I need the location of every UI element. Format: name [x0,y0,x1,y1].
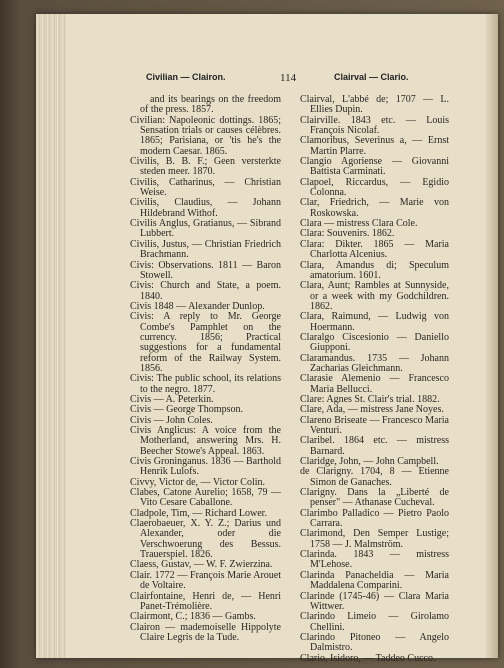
entry: Civis 1848 — Alexander Dunlop. [130,300,265,312]
entry: Clare: Agnes St. Clair's trial. 1882. [300,393,440,405]
entry: Clairmont, C.; 1836 — Gambs. [130,611,256,623]
entry: Clara, Aunt; Rambles at Sunnyside, or a week with my Godchildren. 1862. [300,280,449,312]
entry: Civilis, Claudius, — Johann Hildebrand Withof. [130,197,281,219]
entry: Civilis, B. B. F.; Geen versterkte steden meer. 1870. [130,156,281,178]
page-gutter [36,14,66,658]
entry: Claerobaeuer, X. Y. Z.; Darius und Alexander, oder die Verschwoerung des Bessus. Trauerspiel. 1826. [130,518,281,561]
entry: Civis: Church and State, a poem. 1840. [130,280,281,302]
running-header [0,72,504,88]
entry: Clara, Raimund, — Ludwig von Hoermann. [300,311,449,333]
entry: Civilis Anglus, Gratianus, — Sibrand Lubbert. [130,218,281,240]
entry: Clara: Dikter. 1865 — Maria Charlotta Alcenius. [300,238,449,261]
entry: Clareno Briseate — Francesco Maria Venturi. [300,414,449,436]
entry: Civis: Observations. 1811 — Baron Stowell. [130,259,281,281]
entry: Clarigny. Dans la „Liberté de penser" — Athanase Cucheval. [300,487,449,509]
entry: Clarimbo Palladico — Pietro Paolo Carrara. [300,507,449,530]
entry: Clarinda. 1843 — mistress M'Lehose. [300,549,449,571]
header-left: Civilian — Clairon. [146,72,226,82]
entry: Clapoel, Riccardus, — Egidio Colonna. [300,176,449,199]
entry: Clarinde (1745-46) — Clara Maria Wittwer. [300,590,449,612]
entry: de Clarigny. 1704, 8 — Etienne Simon de Ganaches. [300,466,449,488]
entry: Clare, Ada, — mistress Jane Noyes. [300,404,444,416]
entry: Civis — John Coles. [130,414,213,426]
entry: Claramandus. 1735 — Johann Zacharias Gleichmann. [300,352,449,374]
entry: Clarinda Panacheldia — Maria Maddalena Comparini. [300,569,449,592]
entry: Clara — mistress Clara Cole. [300,218,418,230]
entry: Cladpole, Tim, — Richard Lower. [130,507,267,519]
entry: Clarindo Pitoneo — Angelo Dalmistro. [300,631,449,654]
entry: Clarindo Limeio — Girolamo Chellini. [300,611,449,633]
entry: and its bearings on the freedom of the press. 1857. [140,94,281,116]
right-column [300,95,449,664]
entry: Clario, Isidoro, — Taddeo Cucco. [300,652,436,664]
entry: Civis Groninganus. 1836 — Barthold Henrik Lulofs. [130,456,281,478]
entry: Claralgo Ciscesionio — Daniello Giupponi. [300,331,449,354]
entry: Claridge, John, — John Campbell. [300,456,439,468]
entry: Civis — George Thompson. [130,404,243,416]
entry: Civis: A reply to Mr. George Combe's Pamphlet on the currency. 1856; Practical suggestions for a fundamental reform of the Railway System. 1856. [130,311,281,374]
entry: Clar, Friedrich, — Marie von Roskowska. [300,197,449,219]
page-edge [486,14,498,658]
entry: Civis: The public school, its relations to the negro. 1877. [130,373,281,395]
entry: Civis — A. Peterkin. [130,393,214,405]
entry: Clair. 1772 — François Marie Arouet de Voltaire. [130,569,281,592]
entry: Claribel. 1864 etc. — mistress Barnard. [300,435,449,457]
entry: Clangio Agoriense — Giovanni Battista Carminati. [300,156,449,178]
entry: Civilis, Justus, — Christian Friedrich Brachmann. [130,238,281,261]
entry: Clairville. 1843 etc. — Louis François Nicolaf. [300,114,449,137]
entry: Clarimond, Den Semper Lustige; 1758 — J. Malmström. [300,528,449,550]
entry: Clarasie Alemenio — Francesco Maria Bellucci. [300,373,449,395]
header-right: Clairval — Clario. [334,72,409,82]
entry: Clara, Amandus di; Speculum amatorium. 1601. [300,259,449,281]
entry: Claess, Gustav, — W. F. Zwierzina. [130,559,273,571]
entry: Civilis, Catharinus, — Christian Weise. [130,176,281,199]
entry: Clairval, L'abbé de; 1707 — L. Ellies Dupin. [300,94,449,116]
entry: Clara: Souvenirs. 1862. [300,228,395,240]
left-column [130,95,281,643]
entry: Clairfontaine, Henri de, — Henri Panet-Trémolière. [130,590,281,612]
entry: Clairon — mademoiselle Hippolyte Claire Legris de la Tude. [130,621,281,643]
entry: Civvy, Victor de, — Victor Colin. [130,476,265,488]
entry: Clamoribus, Severinus a, — Ernst Martin Plarre. [300,135,449,157]
page-number: 114 [280,72,297,84]
entry: Civis Anglicus: A voice from the Motherland, answering Mrs. H. Beecher Stowe's Appeal. 1863. [130,425,281,457]
entry: Civilian: Napoleonic dottings. 1865; Sensation trials or causes célèbres. 1865; Parisiana, or 'tis he's the modern Caesar. 1865. [130,114,281,157]
entry: Clabes, Catone Aurelio; 1658, 79 — Vito Cesare Caballone. [130,487,281,509]
